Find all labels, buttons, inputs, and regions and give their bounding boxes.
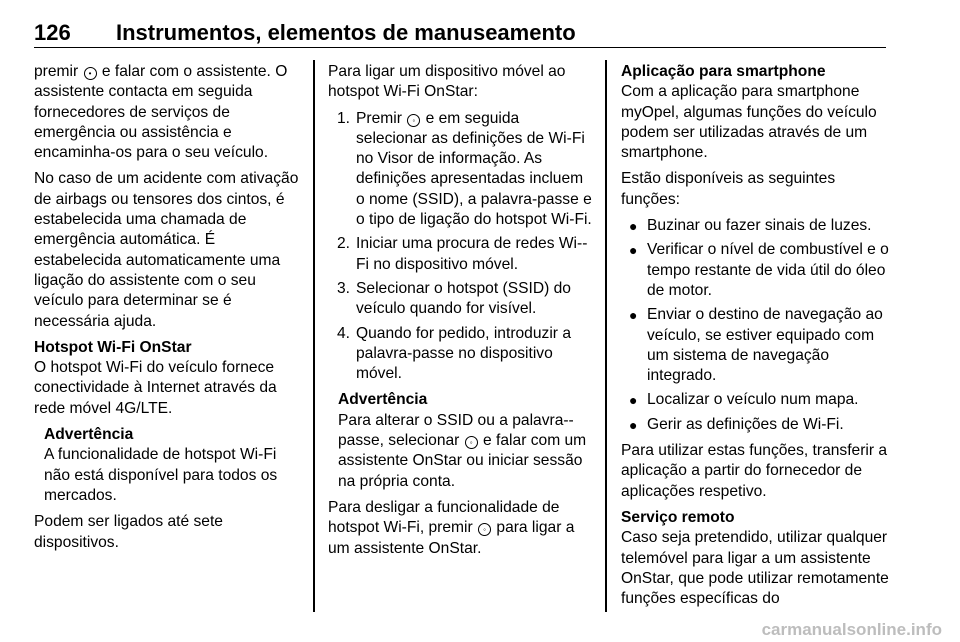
paragraph: Para desligar a funcionalidade de hotspot Wi-Fi, premir ◦ para ligar a um assistente OnStar.	[328, 498, 575, 557]
column-divider	[605, 60, 607, 612]
warning-note	[44, 425, 300, 506]
wifi-hotspot-button-icon: ◦	[407, 114, 420, 127]
paragraph: Para ligar um dispositivo móvel ao hotspot Wi-Fi OnStar:	[328, 63, 566, 101]
warning-note	[338, 390, 594, 491]
warning-text: A funcionalidade de hotspot Wi-Fi não está disponível para todos os mercados.	[44, 446, 278, 504]
step-number: 4.	[336, 324, 350, 342]
list-item	[328, 234, 594, 275]
list-item	[621, 390, 889, 410]
voice-button-icon: ◦	[478, 523, 491, 536]
page-number: 126	[34, 20, 71, 45]
warning-title: Advertência	[44, 426, 134, 444]
warning-title: Advertência	[338, 391, 428, 409]
bullet: ●	[629, 416, 638, 433]
section-heading: Aplicação para smartphone	[621, 63, 826, 80]
step-text: Iniciar uma procura de redes Wi--Fi no dispositivo móvel.	[356, 235, 588, 273]
step-number: 1.	[336, 109, 350, 127]
list-item	[621, 240, 889, 301]
list-text: Enviar o destino de navegação ao veículo, se estiver equipado com um sistema de navegação integrado.	[647, 306, 883, 385]
column-3	[621, 62, 889, 615]
list-item	[621, 415, 889, 435]
voice-button-icon: ◦	[465, 436, 478, 449]
column-divider	[313, 60, 315, 612]
bullet: ●	[629, 307, 638, 324]
paragraph: Caso seja pretendido, utilizar qualquer telemóvel para ligar a um assistente OnStar, que pode utilizar remotamente funções específicas do	[621, 529, 889, 608]
chapter-title: Instrumentos, elementos de manuseamento	[116, 20, 576, 45]
list-text: Gerir as definições de Wi-Fi.	[647, 415, 844, 433]
watermark: carmanualsonline.info	[761, 620, 942, 639]
step-text: Selecionar o hotspot (SSID) do veículo quando for visível.	[356, 279, 571, 318]
paragraph: Para utilizar estas funções, transferir a aplicação a partir do fornecedor de aplicações respetivo.	[621, 442, 888, 500]
text: premir	[34, 63, 79, 80]
steps-list	[328, 109, 594, 385]
list-item	[328, 324, 594, 385]
column-2	[328, 62, 594, 565]
list-text: Buzinar ou fazer sinais de luzes.	[647, 217, 872, 235]
paragraph: O hotspot Wi-Fi do veículo fornece conectividade à Internet através da rede móvel 4G/LTE.	[34, 359, 277, 417]
list-item	[328, 279, 594, 320]
functions-list	[621, 216, 889, 435]
onstar-button-icon: •	[84, 67, 97, 80]
warning-text: Para alterar o SSID ou a palavra--passe, selecionar ◦ e falar com um assistente OnStar ou iniciar sessão na própria conta.	[338, 411, 587, 490]
paragraph: No caso de um acidente com ativação de airbags ou tensores dos cintos, é estabelecida uma chamada de emergência automática. É estabelecida automaticamente uma ligação do assistente com o seu veículo para determinar se é necessária ajuda.	[34, 170, 299, 330]
step-text: Quando for pedido, introduzir a palavra-passe no dispositivo móvel.	[356, 324, 571, 383]
section-heading: Serviço remoto	[621, 508, 735, 526]
section-heading: Hotspot Wi-Fi OnStar	[34, 338, 192, 356]
bullet: ●	[629, 242, 638, 259]
list-item	[328, 109, 594, 231]
step-number: 2.	[336, 235, 350, 253]
list-text: Verificar o nível de combustível e o tempo restante de vida útil do óleo de motor.	[647, 241, 889, 299]
list-item	[621, 305, 889, 386]
text: e falar com o assistente. O assistente contacta em seguida fornecedores de serviços de emergência ou assistência e encaminha-os para o seu veículo.	[34, 63, 288, 162]
paragraph: Estão disponíveis as seguintes funções:	[621, 170, 836, 208]
paragraph: Podem ser ligados até sete dispositivos.	[34, 513, 223, 551]
bullet: ●	[629, 218, 638, 235]
step-number: 3.	[336, 279, 350, 297]
paragraph	[34, 62, 300, 163]
list-text: Localizar o veículo num mapa.	[647, 391, 859, 409]
bullet: ●	[629, 392, 638, 409]
column-1	[34, 62, 300, 559]
page-header	[34, 8, 886, 48]
list-item	[621, 216, 889, 236]
paragraph: Com a aplicação para smartphone myOpel, algumas funções do veículo podem ser utilizadas através de um smartphone.	[621, 83, 877, 162]
step-text: Premir ◦ e em seguida selecionar as definições de Wi-Fi no Visor de informação. As definições apresentadas incluem o nome (SSID), a palavra-passe e o tipo de ligação do hotspot Wi-Fi.	[356, 109, 592, 229]
